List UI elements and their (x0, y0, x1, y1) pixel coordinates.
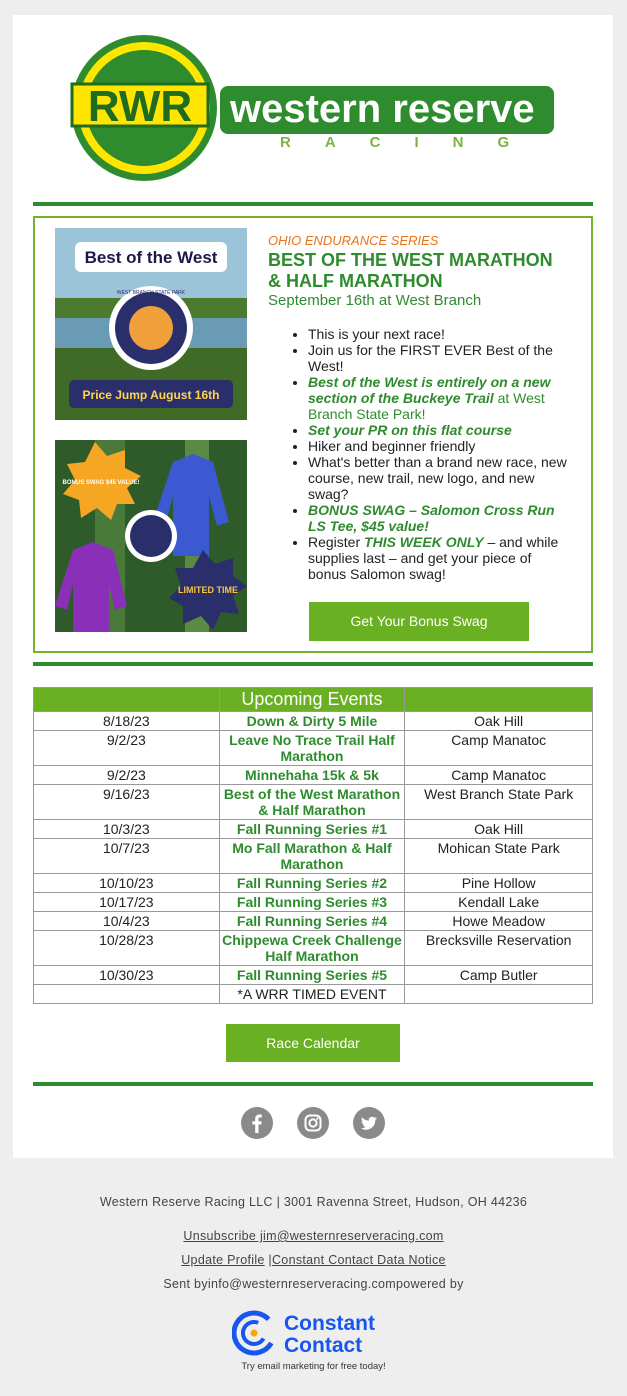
event-name[interactable]: Mo Fall Marathon & Half Marathon (219, 839, 405, 874)
bullet: • Best of the West is entirely on a new section of the Buckeye Trail at West Branch State Park! (308, 374, 570, 422)
event-row (34, 766, 593, 785)
note-empty (405, 985, 593, 1004)
event-row (34, 839, 593, 874)
promo-image-best-of-west[interactable] (55, 228, 247, 420)
series-label: OHIO ENDURANCE SERIES (268, 233, 439, 248)
update-profile-link[interactable]: Update Profile (181, 1253, 265, 1267)
event-row (34, 731, 593, 766)
cc-tagline: Try email marketing for free today! (241, 1361, 386, 1372)
event-row (34, 966, 593, 985)
events-table (33, 687, 593, 1004)
feature-date: September 16th at West Branch (268, 292, 482, 309)
event-location: West Branch State Park (405, 785, 593, 820)
event-row (34, 874, 593, 893)
event-date: 10/28/23 (34, 931, 220, 966)
footer-unsubscribe-row (0, 1229, 627, 1243)
promo1-badge: WEST BRANCH STATE PARK (116, 290, 186, 296)
footer-separator: | (264, 1253, 272, 1267)
event-name[interactable]: Fall Running Series #3 (219, 893, 405, 912)
bonus-swag-button[interactable]: Get Your Bonus Swag (309, 602, 529, 641)
bullet: • Set your PR on this flat course (308, 422, 570, 438)
feature-bullets (290, 326, 570, 582)
bullet: • What's better than a brand new race, new course, new trail, new logo, and new swag? (308, 454, 570, 502)
event-date: 9/2/23 (34, 766, 220, 785)
data-notice-link[interactable]: Constant Contact Data Notice (271, 1253, 446, 1267)
event-name[interactable]: Fall Running Series #4 (219, 912, 405, 931)
events-header: Upcoming Events (219, 688, 405, 712)
event-location: Brecksville Reservation (405, 931, 593, 966)
promo2-badge-top: BONUS SWAG $45 VALUE! (62, 480, 140, 486)
event-date: 10/17/23 (34, 893, 220, 912)
events-header-date (34, 688, 220, 712)
event-name[interactable]: Minnehaha 15k & 5k (219, 766, 405, 785)
event-name[interactable]: Fall Running Series #5 (219, 966, 405, 985)
sender-email: info@westernreserveracing.com (207, 1277, 396, 1291)
bullet: • Join us for the FIRST EVER Best of the West! (308, 342, 570, 374)
event-name[interactable]: Fall Running Series #2 (219, 874, 405, 893)
event-row (34, 931, 593, 966)
event-location: Oak Hill (405, 820, 593, 839)
instagram-icon[interactable] (297, 1107, 329, 1139)
event-location: Camp Manatoc (405, 731, 593, 766)
event-location: Kendall Lake (405, 893, 593, 912)
events-body (34, 712, 593, 1004)
race-calendar-button[interactable]: Race Calendar (226, 1024, 400, 1062)
bullet: • Hiker and beginner friendly (308, 438, 570, 454)
events-note-row (34, 985, 593, 1004)
event-row (34, 893, 593, 912)
event-name[interactable]: Chippewa Creek Challenge Half Marathon (219, 931, 405, 966)
bullet: • Register THIS WEEK ONLY – and while supplies last – and get your piece of bonus Salomon swag! (308, 534, 570, 582)
wrr-logo (70, 34, 556, 182)
event-date: 10/10/23 (34, 874, 220, 893)
promo1-banner: Best of the West (84, 248, 218, 267)
event-location: Pine Hollow (405, 874, 593, 893)
promo1-footer: Price Jump August 16th (82, 388, 220, 402)
promo-image-bonus-swag[interactable] (55, 440, 247, 632)
divider (33, 202, 593, 206)
event-name[interactable]: Down & Dirty 5 Mile (219, 712, 405, 731)
divider (33, 1082, 593, 1086)
event-location: Howe Meadow (405, 912, 593, 931)
event-row (34, 820, 593, 839)
event-location: Mohican State Park (405, 839, 593, 874)
feature-title: BEST OF THE WEST MARATHON & HALF MARATHON (268, 250, 553, 291)
event-name[interactable]: Fall Running Series #1 (219, 820, 405, 839)
cc-line2: Contact (284, 1334, 363, 1357)
logo-name: western reserve (230, 87, 535, 131)
footer-sent-by: Sent byinfo@westernreserveracing.compowered by (163, 1277, 464, 1291)
event-date: 9/2/23 (34, 731, 220, 766)
event-row (34, 785, 593, 820)
note-empty (34, 985, 220, 1004)
event-row (34, 712, 593, 731)
footer-address: Western Reserve Racing LLC | 3001 Ravenna Street, Hudson, OH 44236 (99, 1195, 528, 1209)
events-note: *A WRR TIMED EVENT (219, 985, 405, 1004)
event-name[interactable]: Leave No Trace Trail Half Marathon (219, 731, 405, 766)
footer-links-row (0, 1253, 627, 1267)
twitter-icon[interactable] (353, 1107, 385, 1139)
bullet: • BONUS SWAG – Salomon Cross Run LS Tee, $45 value! (308, 502, 570, 534)
event-location: Camp Manatoc (405, 766, 593, 785)
event-date: 10/4/23 (34, 912, 220, 931)
event-date: 10/7/23 (34, 839, 220, 874)
event-date: 10/30/23 (34, 966, 220, 985)
logo-tagline: RACING (280, 134, 544, 151)
event-location: Oak Hill (405, 712, 593, 731)
facebook-icon[interactable] (241, 1107, 273, 1139)
divider (33, 662, 593, 666)
bullet: • This is your next race! (308, 326, 570, 342)
cc-line1: Constant (284, 1312, 375, 1335)
event-row (34, 912, 593, 931)
event-name[interactable]: Best of the West Marathon & Half Marathon (219, 785, 405, 820)
constant-contact-logo[interactable] (232, 1308, 402, 1358)
logo-mark: RWR (87, 82, 193, 131)
promo2-badge-bottom: LIMITED TIME (178, 585, 238, 595)
events-header-location (405, 688, 593, 712)
event-location: Camp Butler (405, 966, 593, 985)
event-date: 8/18/23 (34, 712, 220, 731)
event-date: 10/3/23 (34, 820, 220, 839)
unsubscribe-link[interactable]: Unsubscribe jim@westernreserveracing.com (183, 1229, 444, 1243)
event-date: 9/16/23 (34, 785, 220, 820)
